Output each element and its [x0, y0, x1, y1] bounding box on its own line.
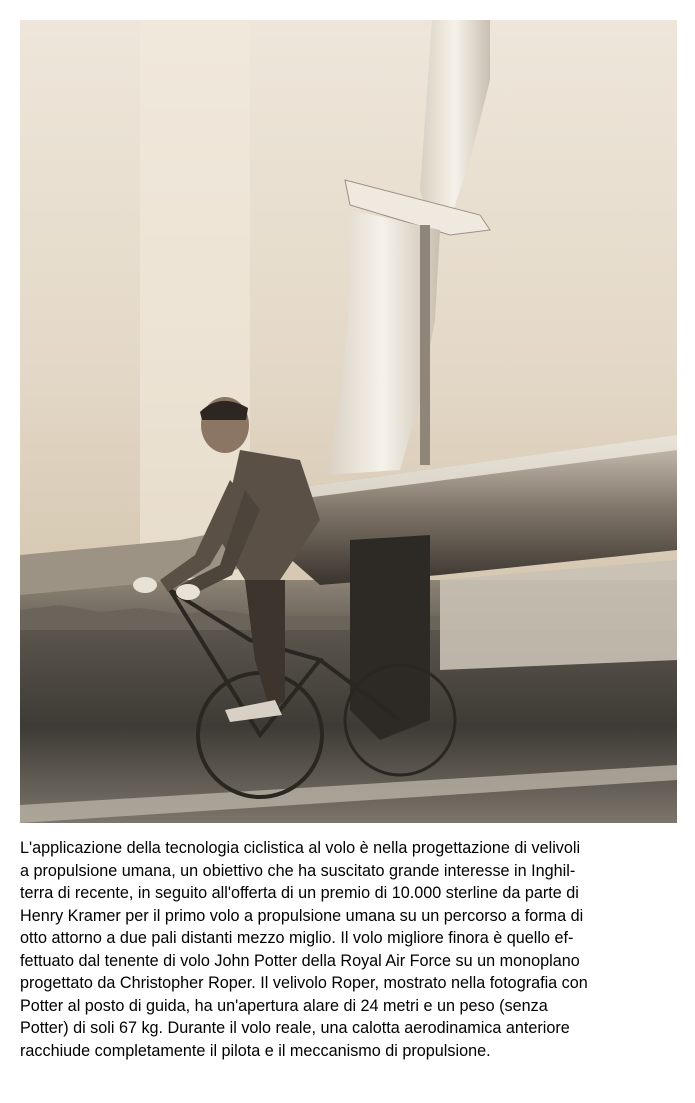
aircraft-photo-illustration	[20, 20, 677, 823]
aircraft-photo	[20, 20, 677, 823]
photo-caption: L'applicazione della tecnologia ciclistica al volo è nella progettazione di velivoli a propulsione umana, un obiettivo che ha suscitato grande interesse in Inghil- terra di recente, in seguito all'offerta di un premio di 10.000 sterline da parte di Henry Kramer per il primo volo a propulsione umana su un percorso a forma di otto attorno a due pali distanti mezzo miglio. Il volo migliore finora è quello ef- fettuato dal tenente di volo John Potter della Royal Air Force su un monoplano progettato da Christopher Roper. Il velivolo Roper, mostrato nella fotografia con Potter al posto di guida, ha un'apertura alare di 24 metri e un peso (senza Potter) di soli 67 kg. Durante il volo reale, una calotta aerodinamica anteriore racchiude completamente il pilota e il meccanismo di propulsione.	[20, 839, 588, 1060]
